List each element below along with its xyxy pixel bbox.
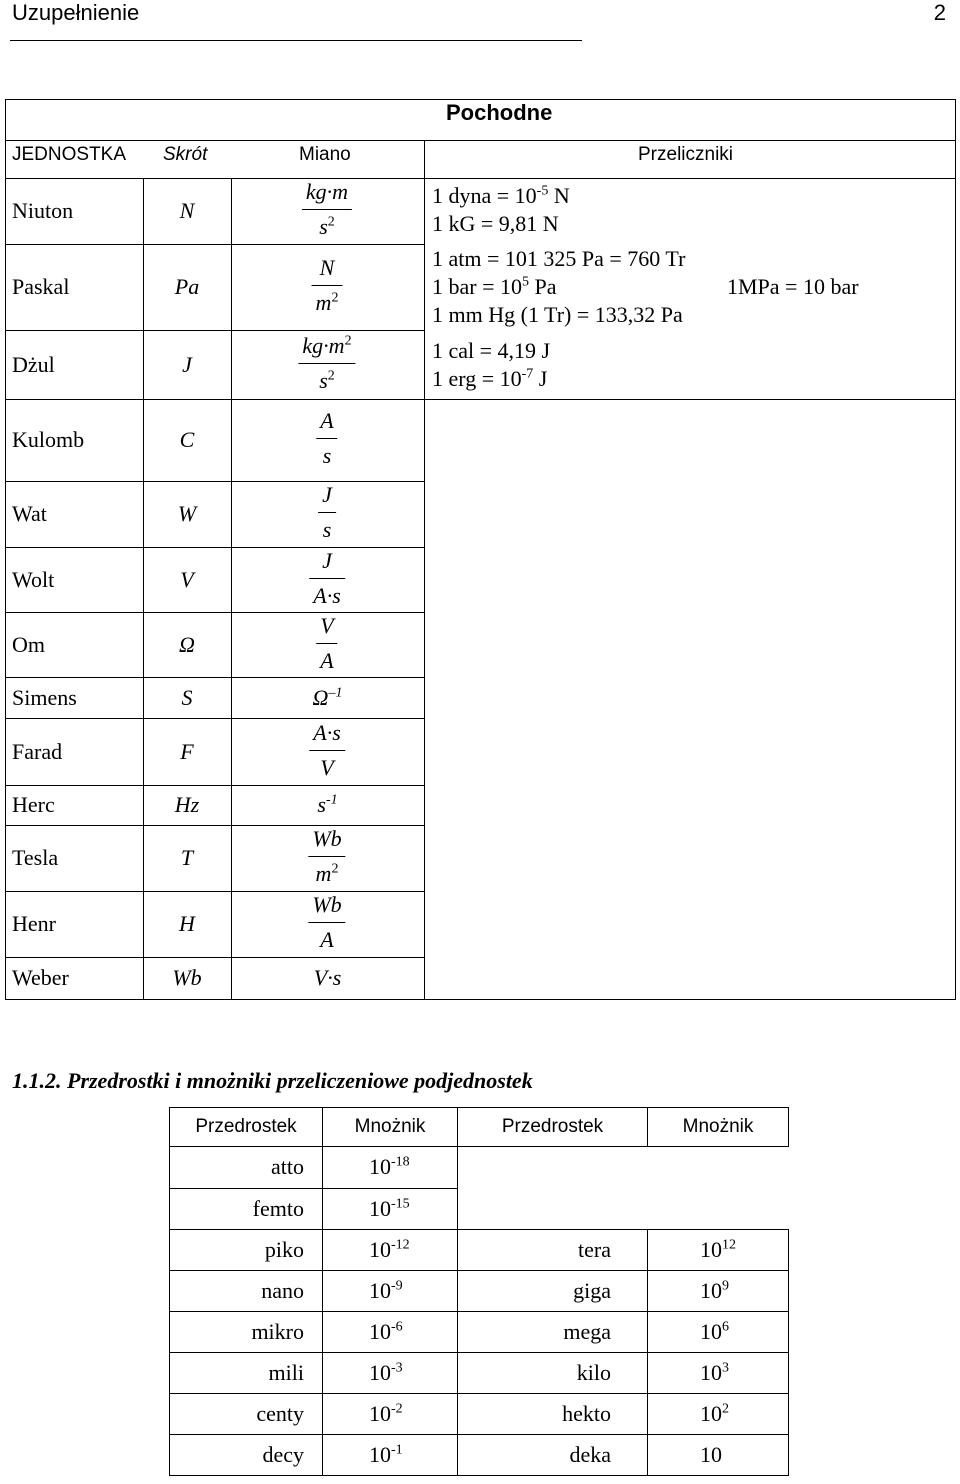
prefix-multiplier-table: [169, 1107, 789, 1476]
unit-name: Om: [12, 631, 45, 657]
dimension-fraction: $kg\cdot m^2$ $s^2$: [298, 335, 355, 392]
prefix-name: giga: [458, 1271, 648, 1312]
prefix-name: hekto: [458, 1394, 648, 1435]
prefix-name: mega: [458, 1312, 648, 1353]
table-row: [170, 1394, 789, 1435]
unit-name: Paskal: [12, 274, 70, 299]
table-rule: [5, 718, 424, 719]
column-header-abbr: Skrót: [163, 144, 208, 165]
dimension-fraction: Wb $m^2$: [308, 828, 345, 885]
table-border-bottom: [5, 999, 956, 1000]
prefix-name: nano: [170, 1271, 323, 1312]
prefix-name: mili: [170, 1353, 323, 1394]
conversion-mpa: 1MPa = 10 bar: [727, 274, 859, 299]
unit-abbreviation: Wb: [172, 965, 202, 990]
unit-abbreviation: T: [180, 845, 194, 870]
dimension-text: $s^{-1}$: [317, 792, 338, 817]
header-rule: [10, 40, 582, 41]
table-rule: [5, 957, 424, 958]
prefix-name: mikro: [170, 1312, 323, 1353]
unit-name: Simens: [12, 684, 77, 710]
unit-abbreviation: Hz: [174, 792, 200, 817]
table-row: [170, 1230, 789, 1271]
table-rule: [424, 140, 425, 1000]
prefix-name: centy: [170, 1394, 323, 1435]
column-header-prefix: Przedrostek: [170, 1108, 323, 1147]
prefix-name: atto: [170, 1147, 323, 1189]
unit-name: Dżul: [12, 351, 55, 377]
prefix-multiplier: $10^{-15}$: [323, 1188, 458, 1230]
prefix-name: femto: [170, 1188, 323, 1230]
table-rule: [5, 547, 424, 548]
unit-name: Kulomb: [12, 427, 85, 452]
table-rule: [5, 612, 424, 613]
page-number: 2: [933, 0, 946, 25]
unit-name: Farad: [12, 738, 63, 764]
page-header-title: Uzupełnienie: [12, 0, 140, 25]
prefix-multiplier: $10^9$: [648, 1271, 789, 1312]
table-border-left: [5, 99, 6, 1000]
dimension-fraction: A s: [316, 410, 337, 467]
prefix-name: decy: [170, 1435, 323, 1476]
unit-abbreviation: Ω: [179, 631, 195, 657]
table-rule: [5, 330, 424, 331]
dimension-fraction: A·s V: [309, 722, 345, 779]
prefix-multiplier: $10^{-9}$: [323, 1271, 458, 1312]
unit-abbreviation: W: [177, 501, 197, 526]
column-header-multiplier: Mnożnik: [323, 1108, 458, 1147]
prefix-multiplier: $10^{-2}$: [323, 1394, 458, 1435]
unit-abbreviation: Pa: [174, 274, 200, 299]
prefix-multiplier: $10^{12}$: [648, 1230, 789, 1271]
unit-name: Weber: [12, 965, 69, 990]
conversion-bar: 1 bar = $10^5$ Pa: [432, 274, 557, 299]
unit-name: Tesla: [12, 845, 59, 870]
table-rule: [231, 178, 232, 1000]
conversion-dyna: 1 dyna = $10^{-5}$ N: [432, 183, 570, 208]
section-title: 1.1.2. Przedrostki i mnożniki przeliczeniowe podjednostek: [12, 1068, 533, 1093]
unit-abbreviation: J: [182, 351, 192, 377]
table-row: [170, 1435, 789, 1476]
table-rule: [5, 178, 956, 179]
dimension-fraction: V A: [316, 615, 337, 672]
table-rule: [5, 399, 956, 400]
prefix-multiplier: $10^{-12}$: [323, 1230, 458, 1271]
table-rule: [5, 825, 424, 826]
conversion-erg: 1 erg = $10^{-7}$ J: [432, 366, 548, 391]
prefix-name: kilo: [458, 1353, 648, 1394]
conversion-kg: 1 kG = 9,81 N: [432, 211, 559, 236]
conversion-mmhg: 1 mm Hg (1 Tr) = 133,32 Pa: [432, 302, 683, 327]
prefix-multiplier: 10: [648, 1435, 789, 1476]
conversion-atm: 1 atm = 101 325 Pa = 760 Tr: [432, 246, 686, 271]
prefix-multiplier: $10^6$: [648, 1312, 789, 1353]
dimension-fraction: J A·s: [309, 550, 345, 607]
prefix-multiplier: $10^{-1}$: [323, 1435, 458, 1476]
empty-cell: [458, 1188, 789, 1230]
table-rule: [5, 891, 424, 892]
table-rule: [5, 140, 956, 141]
dimension-text: $\Omega^{-1}$: [312, 684, 343, 710]
dimension-text: V·s: [313, 965, 342, 990]
unit-abbreviation: S: [181, 684, 193, 710]
column-header-unit: JEDNOSTKA: [12, 144, 127, 165]
table-rule: [5, 481, 424, 482]
column-header-conversions: Przeliczniki: [638, 144, 734, 165]
dimension-fraction: kg·m $s^2$: [302, 181, 352, 238]
table-border-right: [955, 99, 956, 1000]
table-rule: [5, 244, 424, 245]
prefix-multiplier: $10^{-3}$: [323, 1353, 458, 1394]
table-row: [170, 1312, 789, 1353]
unit-name: Niuton: [12, 198, 74, 223]
table-row: [170, 1147, 789, 1189]
unit-abbreviation: V: [180, 566, 194, 592]
column-header-multiplier: Mnożnik: [648, 1108, 789, 1147]
unit-name: Wat: [12, 501, 47, 526]
prefix-multiplier: $10^{-18}$: [323, 1147, 458, 1189]
conversion-cal: 1 cal = 4,19 J: [432, 338, 551, 363]
group-title: Pochodne: [446, 100, 553, 125]
prefix-multiplier: $10^{-6}$: [323, 1312, 458, 1353]
table-row: [170, 1188, 789, 1230]
table-row: [170, 1353, 789, 1394]
prefix-multiplier: $10^3$: [648, 1353, 789, 1394]
dimension-fraction: N $m^2$: [312, 257, 343, 314]
dimension-fraction: Wb A: [308, 894, 345, 951]
unit-abbreviation: C: [179, 427, 195, 452]
unit-name: Wolt: [12, 566, 55, 592]
prefix-multiplier: $10^2$: [648, 1394, 789, 1435]
unit-name: Herc: [12, 792, 55, 817]
empty-cell: [458, 1147, 789, 1189]
unit-abbreviation: N: [179, 198, 195, 223]
table-rule: [5, 785, 424, 786]
prefix-name: piko: [170, 1230, 323, 1271]
table-rule: [5, 677, 424, 678]
column-header-prefix: Przedrostek: [458, 1108, 648, 1147]
table-header-row: [170, 1108, 789, 1147]
prefix-name: deka: [458, 1435, 648, 1476]
unit-abbreviation: F: [180, 738, 194, 764]
column-header-dimension: Miano: [299, 144, 351, 165]
table-row: [170, 1271, 789, 1312]
unit-name: Henr: [12, 911, 56, 936]
dimension-fraction: J s: [318, 484, 336, 541]
prefix-name: tera: [458, 1230, 648, 1271]
unit-abbreviation: H: [179, 911, 195, 936]
